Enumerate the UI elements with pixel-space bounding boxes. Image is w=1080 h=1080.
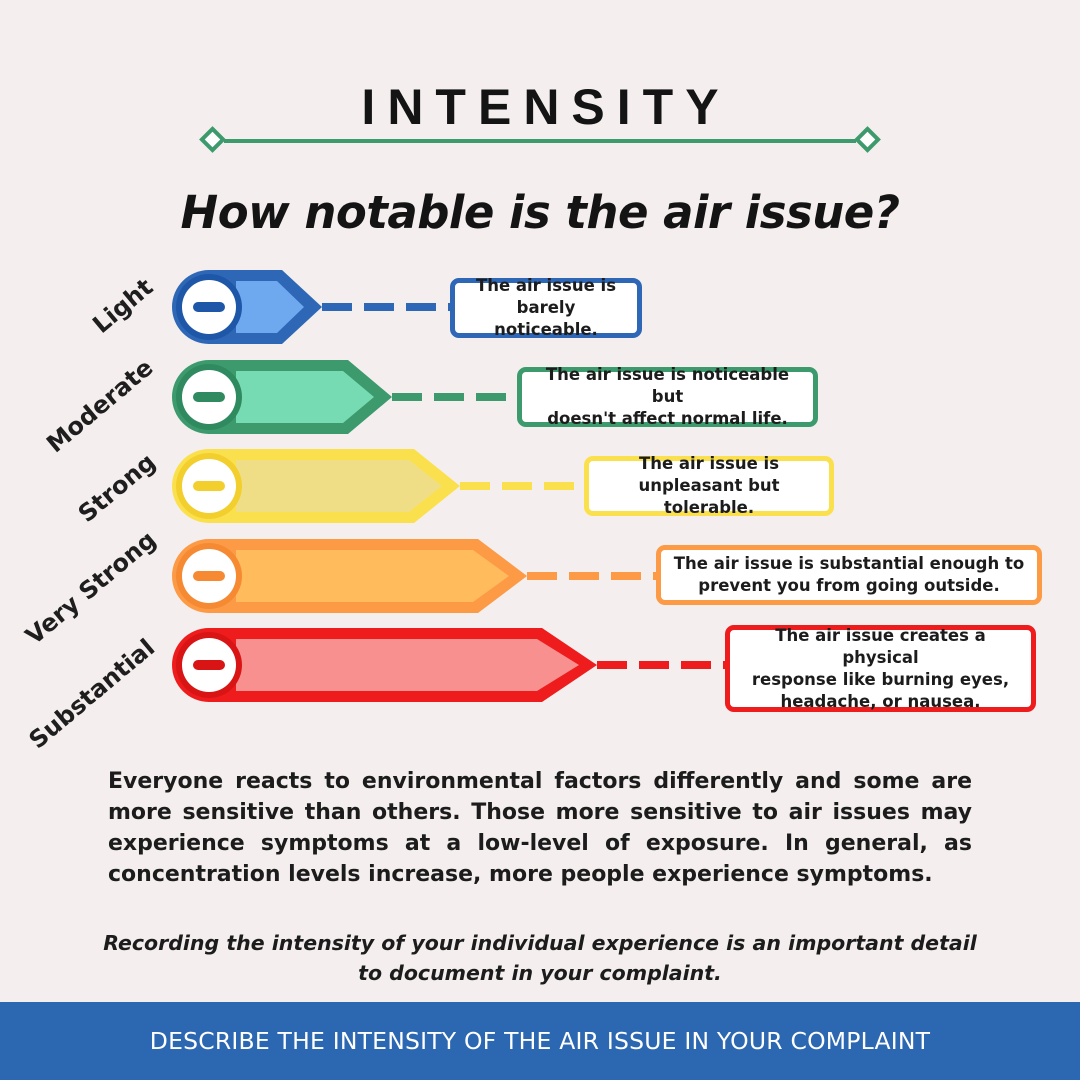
bar-knob-slot [193, 302, 225, 312]
description-line: The air issue is [475, 276, 617, 295]
bar-fill [236, 550, 509, 602]
level-description-text [674, 553, 1024, 597]
level-description-box [517, 367, 818, 427]
intensity-level-moderate [41, 353, 520, 458]
description-line: unpleasant but tolerable. [638, 476, 780, 517]
bar-knob-slot [193, 481, 225, 491]
description-line: The air issue is [638, 454, 780, 473]
description-line: The air issue is substantial enough to [673, 554, 1025, 573]
level-description-box [584, 456, 834, 516]
level-description-text [738, 625, 1023, 713]
bar-fill [236, 639, 579, 691]
level-label: Strong [72, 447, 161, 528]
description-line: The air issue is noticeable but [545, 365, 790, 406]
description-line: The air issue creates a physical [775, 625, 986, 667]
description-line: barely noticeable. [494, 298, 598, 339]
intensity-level-strong [73, 448, 587, 528]
level-description-box [450, 278, 642, 338]
description-line: response like burning eyes, [751, 669, 1010, 689]
description-line: headache, or nausea. [780, 691, 981, 711]
footer-banner [0, 1002, 1080, 1080]
intensity-level-substantial [24, 628, 728, 754]
bar-knob-slot [193, 392, 225, 402]
page-subtitle: How notable is the air issue? [180, 186, 900, 239]
level-label: Moderate [41, 353, 159, 459]
description-line: prevent you from going outside. [698, 576, 1000, 595]
page-title: INTENSITY [361, 79, 731, 135]
bar-knob-slot [193, 571, 225, 581]
level-description-box [725, 625, 1036, 712]
level-label: Light [87, 272, 159, 339]
recording-note: Recording the intensity of your individual experience is an important detail to document in your complaint. [103, 931, 977, 985]
bar-fill [236, 460, 442, 512]
bar-knob-slot [193, 660, 225, 670]
level-description-text [597, 453, 821, 519]
intensity-level-light [87, 270, 452, 344]
level-description-text [463, 275, 629, 341]
level-description-text [530, 364, 805, 430]
explanation-paragraph: Everyone reacts to environmental factors differently and some are more sensitive than others. Those more sensitive to air issues may experience symptoms at a low-level of exposure. In general, as concentration levels increase, more people experience symptoms. [108, 769, 972, 887]
level-label: Substantial [23, 633, 161, 755]
level-description-box [656, 545, 1042, 605]
level-label: Very Strong [20, 525, 162, 651]
description-line: doesn't affect normal life. [547, 409, 788, 428]
footer-text: DESCRIBE THE INTENSITY OF THE AIR ISSUE IN YOUR COMPLAINT [149, 1027, 931, 1055]
